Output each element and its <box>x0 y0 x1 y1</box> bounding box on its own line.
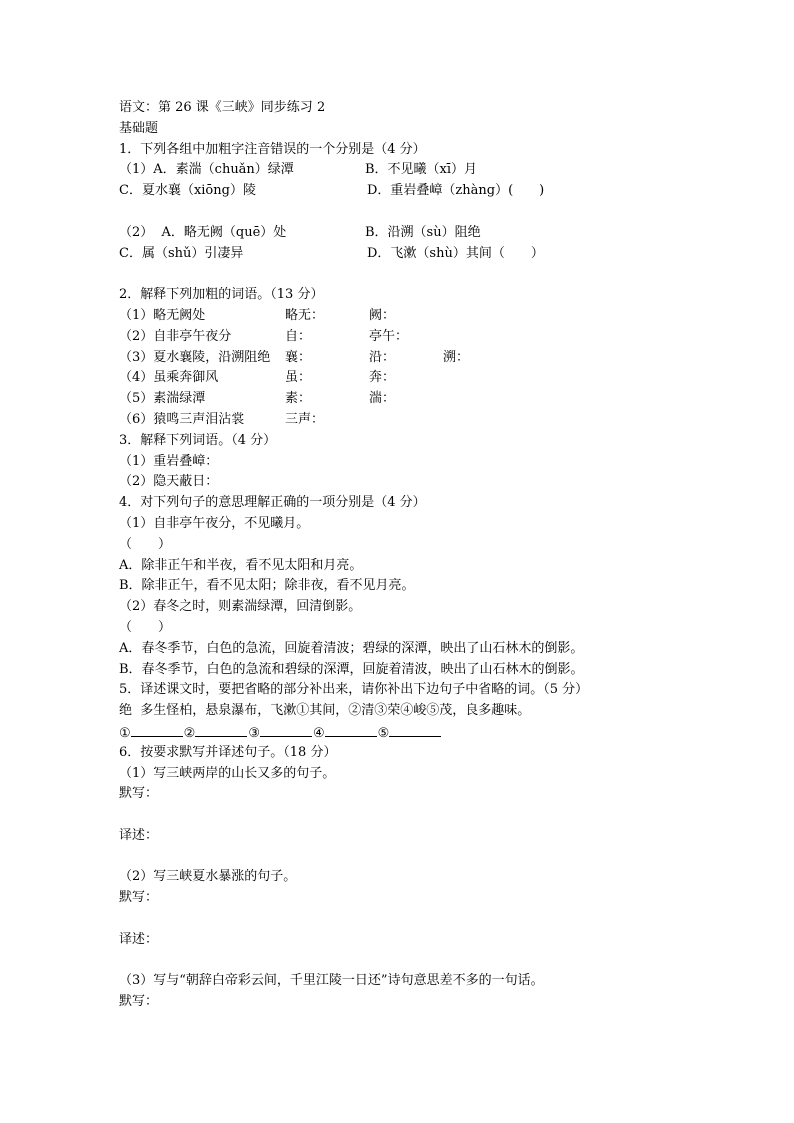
dictation-label: 默写： <box>119 890 159 906</box>
q2-term: 溯： <box>443 349 470 365</box>
q4-s1-option-a: A．除非正午和半夜，看不见太阳和月亮。 <box>119 557 363 573</box>
q3-item: （2）隐天蔽日： <box>119 474 219 490</box>
q2-row <box>119 327 679 348</box>
q1-g2-option-c: C．属（shǔ）引凄异 <box>119 245 244 261</box>
q1-group2-row2 <box>119 244 679 265</box>
q1-group2-row1 <box>119 223 679 244</box>
q6-item-1: （1）写三峡两岸的山长又多的句子。 <box>119 765 336 781</box>
spacer <box>119 847 679 868</box>
spacer <box>119 951 679 972</box>
q4-sentence-2: （2）春冬之时，则素湍绿潭，回清倒影。 <box>119 599 362 615</box>
q2-phrase: （1）略无阙处 <box>119 307 206 323</box>
q4-s2-option-a: A．春冬季节，白色的急流，回旋着清波；碧绿的深潭，映出了山石林木的倒影。 <box>119 640 584 656</box>
q4-answer-paren-1: （ ） <box>119 536 172 552</box>
q2-row <box>119 410 679 431</box>
blank-number: ③ <box>248 725 260 741</box>
answer-blank <box>195 722 247 737</box>
blank-number: ⑤ <box>377 725 390 741</box>
q2-term: 三声： <box>285 411 325 427</box>
q2-row <box>119 306 679 327</box>
q2-term: 阙： <box>369 307 396 323</box>
q2-row <box>119 389 679 410</box>
spacer <box>119 202 679 223</box>
spacer <box>119 909 679 930</box>
answer-blank <box>260 722 312 737</box>
document-title: 语文：第 26 课《三峡》同步练习 2 <box>119 100 326 115</box>
q5-stem: 5．译述课文时，要把省略的部分补出来，请你补出下边句子中省略的词。（5 分） <box>119 682 589 698</box>
q2-term: 略无： <box>285 307 325 323</box>
q3-item: （1）重岩叠嶂： <box>119 453 219 469</box>
q4-s1-option-b: B．除非正午，看不见太阳；除非夜，看不见月亮。 <box>119 578 415 594</box>
section-heading: 基础题 <box>119 120 159 136</box>
spacer <box>119 264 679 285</box>
q2-term: 湍： <box>369 391 396 407</box>
q4-stem: 4．对下列句子的意思理解正确的一项分别是（4 分） <box>119 495 426 511</box>
q2-phrase: （4）虽乘奔御风 <box>119 370 219 386</box>
q4-answer-paren-2: （ ） <box>119 619 172 635</box>
blank-number: ① <box>119 725 131 741</box>
q2-term: 亭午： <box>369 328 409 344</box>
q2-phrase: （2）自非亭午夜分 <box>119 328 232 344</box>
q1-g2-option-d: D．飞漱（shù）其间（ ） <box>367 245 544 261</box>
q2-row <box>119 368 679 389</box>
q2-term: 襄： <box>285 349 312 365</box>
translation-label: 译述： <box>119 827 159 843</box>
q1-stem: 1．下列各组中加粗字注音错误的一个分别是（4 分） <box>119 141 426 157</box>
q1-g1-option-a: （1）A．素湍（chuǎn）绿潭 <box>119 162 294 178</box>
q1-g1-option-d: D．重岩叠嶂（zhàng）( ) <box>367 183 545 199</box>
q1-g1-option-c: C．夏水襄（xiōng）陵 <box>119 183 256 199</box>
answer-blank <box>131 722 183 737</box>
q6-item-3: （3）写与“朝辞白帝彩云间，千里江陵一日还”诗句意思差不多的一句话。 <box>119 973 544 989</box>
blank-number: ④ <box>312 725 325 741</box>
spacer <box>119 805 679 826</box>
q5-sentence: 绝 多生怪柏，悬泉瀑布，飞漱①其间，②清③荣④峻⑤茂，良多趣味。 <box>119 703 531 719</box>
q1-group1-row2 <box>119 181 679 202</box>
q2-term <box>369 410 443 431</box>
q4-s2-option-b: B．春冬季节，白色的急流和碧绿的深潭，回旋着清波，映出了山石林木的倒影。 <box>119 661 584 677</box>
q1-g2-option-b: B．沿溯（sù）阻绝 <box>365 224 481 240</box>
q2-term: 素： <box>285 391 312 407</box>
worksheet-content <box>119 98 679 1013</box>
blank-number: ② <box>183 725 196 741</box>
q2-term: 自： <box>285 328 312 344</box>
q2-term: 奔： <box>369 370 396 386</box>
answer-blank <box>389 722 441 737</box>
dictation-label: 默写： <box>119 994 159 1010</box>
q2-term: 虽： <box>285 370 312 386</box>
q2-phrase: （5）素湍绿潭 <box>119 391 206 407</box>
q2-term: 沿： <box>369 349 396 365</box>
q2-phrase: （6）猿鸣三声泪沾裳 <box>119 411 245 427</box>
q2-stem: 2．解释下列加粗的词语。（13 分） <box>119 287 324 303</box>
answer-blank <box>325 722 377 737</box>
q6-stem: 6．按要求默写并译述句子。（18 分） <box>119 744 337 760</box>
q6-item-2: （2）写三峡夏水暴涨的句子。 <box>119 869 297 885</box>
q1-g1-option-b: B．不见曦（xī）月 <box>365 162 478 178</box>
q1-g2-option-a: （2） A．略无阙（quē）处 <box>119 224 287 240</box>
q3-stem: 3．解释下列词语。（4 分） <box>119 432 277 448</box>
q5-blank-row <box>119 722 679 743</box>
translation-label: 译述： <box>119 931 159 947</box>
dictation-label: 默写： <box>119 786 159 802</box>
q4-sentence-1: （1）自非亭午夜分，不见曦月。 <box>119 515 310 531</box>
q2-row <box>119 348 679 369</box>
q1-group1-row1 <box>119 160 679 181</box>
q2-phrase: （3）夏水襄陵，沿溯阻绝 <box>119 349 271 365</box>
